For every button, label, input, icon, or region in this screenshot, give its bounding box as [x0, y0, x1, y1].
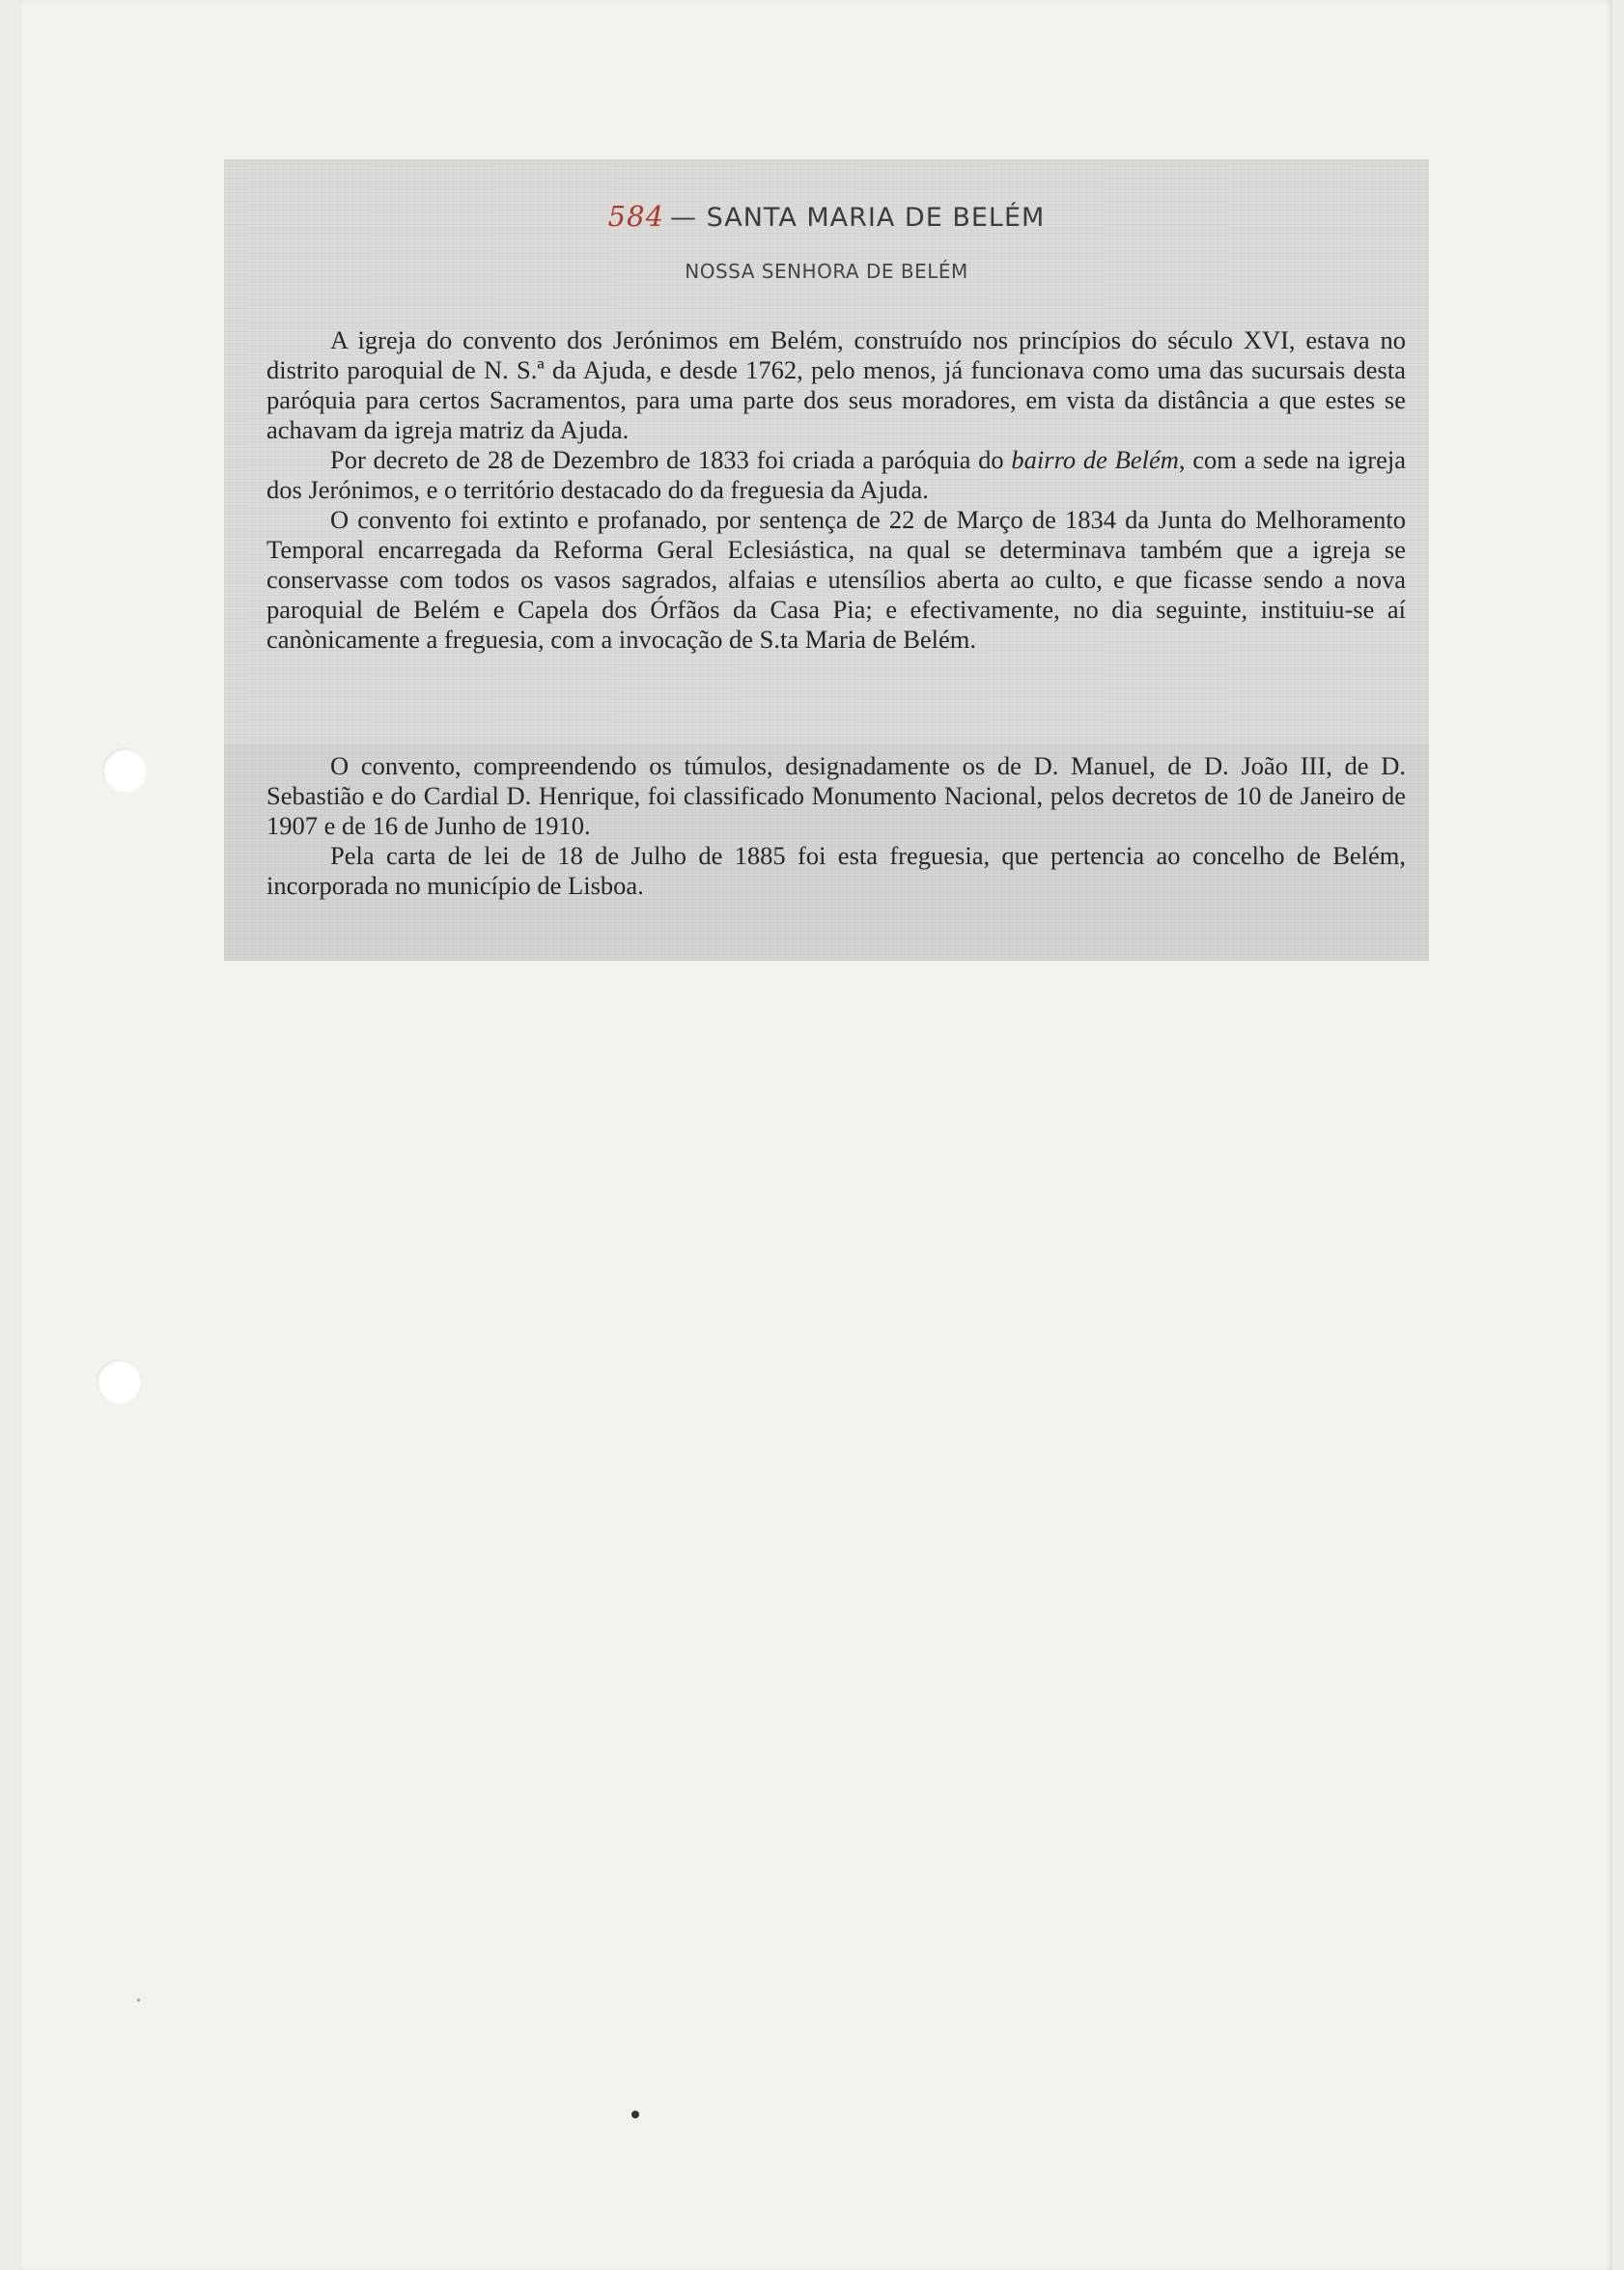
paper-speck [631, 2111, 639, 2118]
paragraph: O convento, compreendendo os túmulos, designadamente os de D. Manuel, de D. João III, de D. Sebastião e do Cardial D. Henrique, foi classificado Monumento Nacional, pelos decretos de 10 de Janeiro de 1907 e de 16 de Junho de 1910. [266, 751, 1406, 840]
article-subtitle: NOSSA SENHORA DE BELÉM [685, 260, 968, 283]
paragraph: A igreja do convento dos Jerónimos em Belém, construído nos princípios do século XVI, estava no distrito paroquial de N. S.ª da Ajuda, e desde 1762, pelo menos, já funcionava como uma das sucursais desta paróquia para certos Sacramentos, para uma parte dos seus moradores, em vista da distância a que estes se achavam da igreja matriz da Ajuda. [266, 325, 1406, 444]
article-heading [224, 200, 1429, 233]
page-title: — SANTA MARIA DE BELÉM [670, 203, 1046, 233]
paragraph: O convento foi extinto e profanado, por sentença de 22 de Março de 1834 da Junta do Melhoramento Temporal encarregada da Reforma Geral Eclesiástica, na qual se determinava também que a igreja se conservasse com todos os vasos sagrados, alfaias e utensílios aberta ao culto, e que ficasse sendo a nova paroquial de Belém e Capela dos Órfãos da Casa Pia; e efectivamente, no dia seguinte, instituiu-se aí canònicamente a freguesia, com a invocação de S.ta Maria de Belém. [266, 505, 1406, 654]
clipping-lower-part [224, 743, 1429, 961]
article-body-upper [266, 325, 1406, 655]
punch-hole-top [102, 748, 147, 793]
paragraph: Pela carta de lei de 18 de Julho de 1885 foi esta freguesia, que pertencia ao concelho de Belém, incorporada no município de Lisboa. [266, 841, 1406, 900]
handwritten-page-number: 584 [607, 200, 665, 233]
article-body-lower [266, 751, 1406, 901]
paper-speck [137, 1999, 140, 2002]
punch-hole-bottom [97, 1359, 141, 1404]
paragraph: Por decreto de 28 de Dezembro de 1833 foi criada a paróquia do bairro de Belém, com a sede na igreja dos Jerónimos, e o território destacado do da freguesia da Ajuda. [266, 445, 1406, 504]
